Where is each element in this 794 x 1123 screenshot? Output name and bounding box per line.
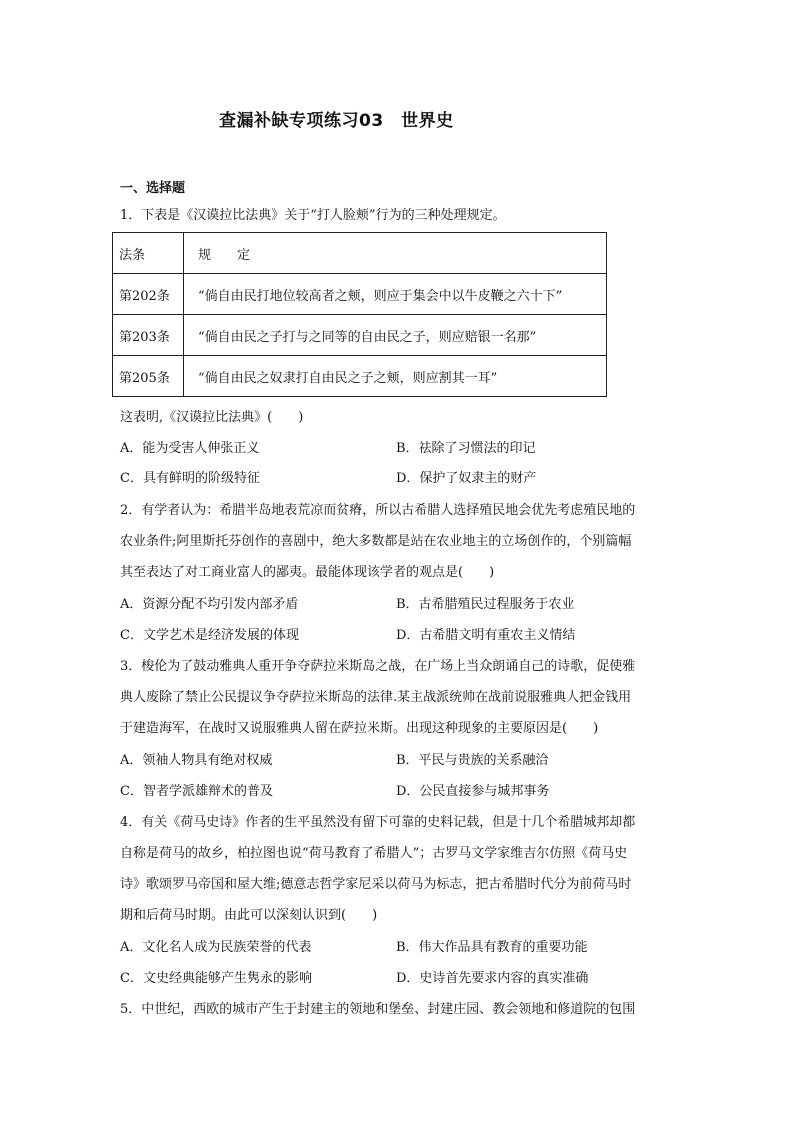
q4-option-d: D．史诗首先要求内容的真实准确 bbox=[396, 971, 589, 986]
table-cell: “倘自由民之奴隶打自由民之子之颊，则应割其一耳” bbox=[184, 356, 607, 397]
table-header-row bbox=[113, 233, 607, 274]
table-cell: 第202条 bbox=[113, 274, 184, 315]
table-row bbox=[113, 274, 607, 315]
q3-option-a: A．领袖人物具有绝对权威 bbox=[120, 753, 273, 768]
q2-line: 2．有学者认为：希腊半岛地表荒凉而贫瘠，所以古希腊人选择殖民地会优先考虑殖民地的 bbox=[120, 503, 636, 518]
q1-option-d: D．保护了奴隶主的财产 bbox=[396, 471, 537, 486]
q3-line: 典人废除了禁止公民提议争夺萨拉米斯岛的法律.某主战派统帅在战前说服雅典人把金钱用 bbox=[120, 690, 632, 705]
q2-option-b: B．古希腊殖民过程服务于农业 bbox=[396, 597, 575, 612]
q2-option-a: A．资源分配不均引发内部矛盾 bbox=[120, 597, 299, 612]
q4-option-c: C．文史经典能够产生隽永的影响 bbox=[120, 971, 312, 986]
q4-line: 期和后荷马时期。由此可以深刻认识到( ) bbox=[120, 908, 378, 923]
q3-option-d: D．公民直接参与城邦事务 bbox=[396, 784, 550, 799]
q1-stem: 1．下表是《汉谟拉比法典》关于“打人脸颊”行为的三种处理规定。 bbox=[120, 208, 506, 223]
q4-line: 4．有关《荷马史诗》作者的生平虽然没有留下可靠的史料记载，但是十几个希腊城邦却都 bbox=[120, 815, 636, 830]
table-header-cell: 规 定 bbox=[184, 233, 607, 274]
q2-option-c: C．文学艺术是经济发展的体现 bbox=[120, 628, 299, 643]
q3-line: 3．梭伦为了鼓动雅典人重开争夺萨拉米斯岛之战，在广场上当众朗诵自己的诗歌，促使雅 bbox=[120, 659, 636, 674]
q2-line: 其至表达了对工商业富人的鄙夷。最能体现该学者的观点是( ) bbox=[120, 565, 495, 580]
q2-option-d: D．古希腊文明有重农主义情结 bbox=[396, 628, 576, 643]
q3-option-b: B．平民与贵族的关系融洽 bbox=[396, 753, 549, 768]
q5-line: 5．中世纪，西欧的城市产生于封建主的领地和堡垒、封建庄园、教会领地和修道院的包围 bbox=[120, 1002, 636, 1017]
q4-option-b: B．伟大作品具有教育的重要功能 bbox=[396, 940, 588, 955]
table-row bbox=[113, 315, 607, 356]
q1-after: 这表明,《汉谟拉比法典》( ) bbox=[120, 410, 304, 425]
table-cell: 第205条 bbox=[113, 356, 184, 397]
table-header-cell: 法条 bbox=[113, 233, 184, 274]
page-title: 查漏补缺专项练习03 世界史 bbox=[219, 111, 454, 131]
q1-option-b: B．祛除了习惯法的印记 bbox=[396, 441, 536, 456]
q4-option-a: A．文化名人成为民族荣誉的代表 bbox=[120, 940, 312, 955]
law-table bbox=[112, 232, 607, 397]
section-heading: 一、选择题 bbox=[120, 181, 186, 196]
table-cell: “倘自由民打地位较高者之颊，则应于集会中以牛皮鞭之六十下” bbox=[184, 274, 607, 315]
table-cell: “倘自由民之子打与之同等的自由民之子，则应赔银一名那” bbox=[184, 315, 607, 356]
q2-line: 农业条件;阿里斯托芬创作的喜剧中，绝大多数都是站在农业地主的立场创作的，个别篇幅 bbox=[120, 534, 632, 549]
table-cell: 第203条 bbox=[113, 315, 184, 356]
q3-option-c: C．智者学派雄辩术的普及 bbox=[120, 784, 273, 799]
q1-option-c: C．具有鲜明的阶级特征 bbox=[120, 471, 260, 486]
table-row bbox=[113, 356, 607, 397]
q4-line: 自称是荷马的故乡，柏拉图也说“荷马教育了希腊人”；古罗马文学家维吉尔仿照《荷马史 bbox=[120, 846, 628, 861]
q1-option-a: A．能为受害人伸张正义 bbox=[120, 441, 260, 456]
q3-line: 于建造海军，在战时又说服雅典人留在萨拉米斯。出现这种现象的主要原因是( ) bbox=[120, 721, 599, 736]
q4-line: 诗》歌颂罗马帝国和屋大维;德意志哲学家尼采以荷马为标志，把古希腊时代分为前荷马时 bbox=[120, 877, 632, 892]
